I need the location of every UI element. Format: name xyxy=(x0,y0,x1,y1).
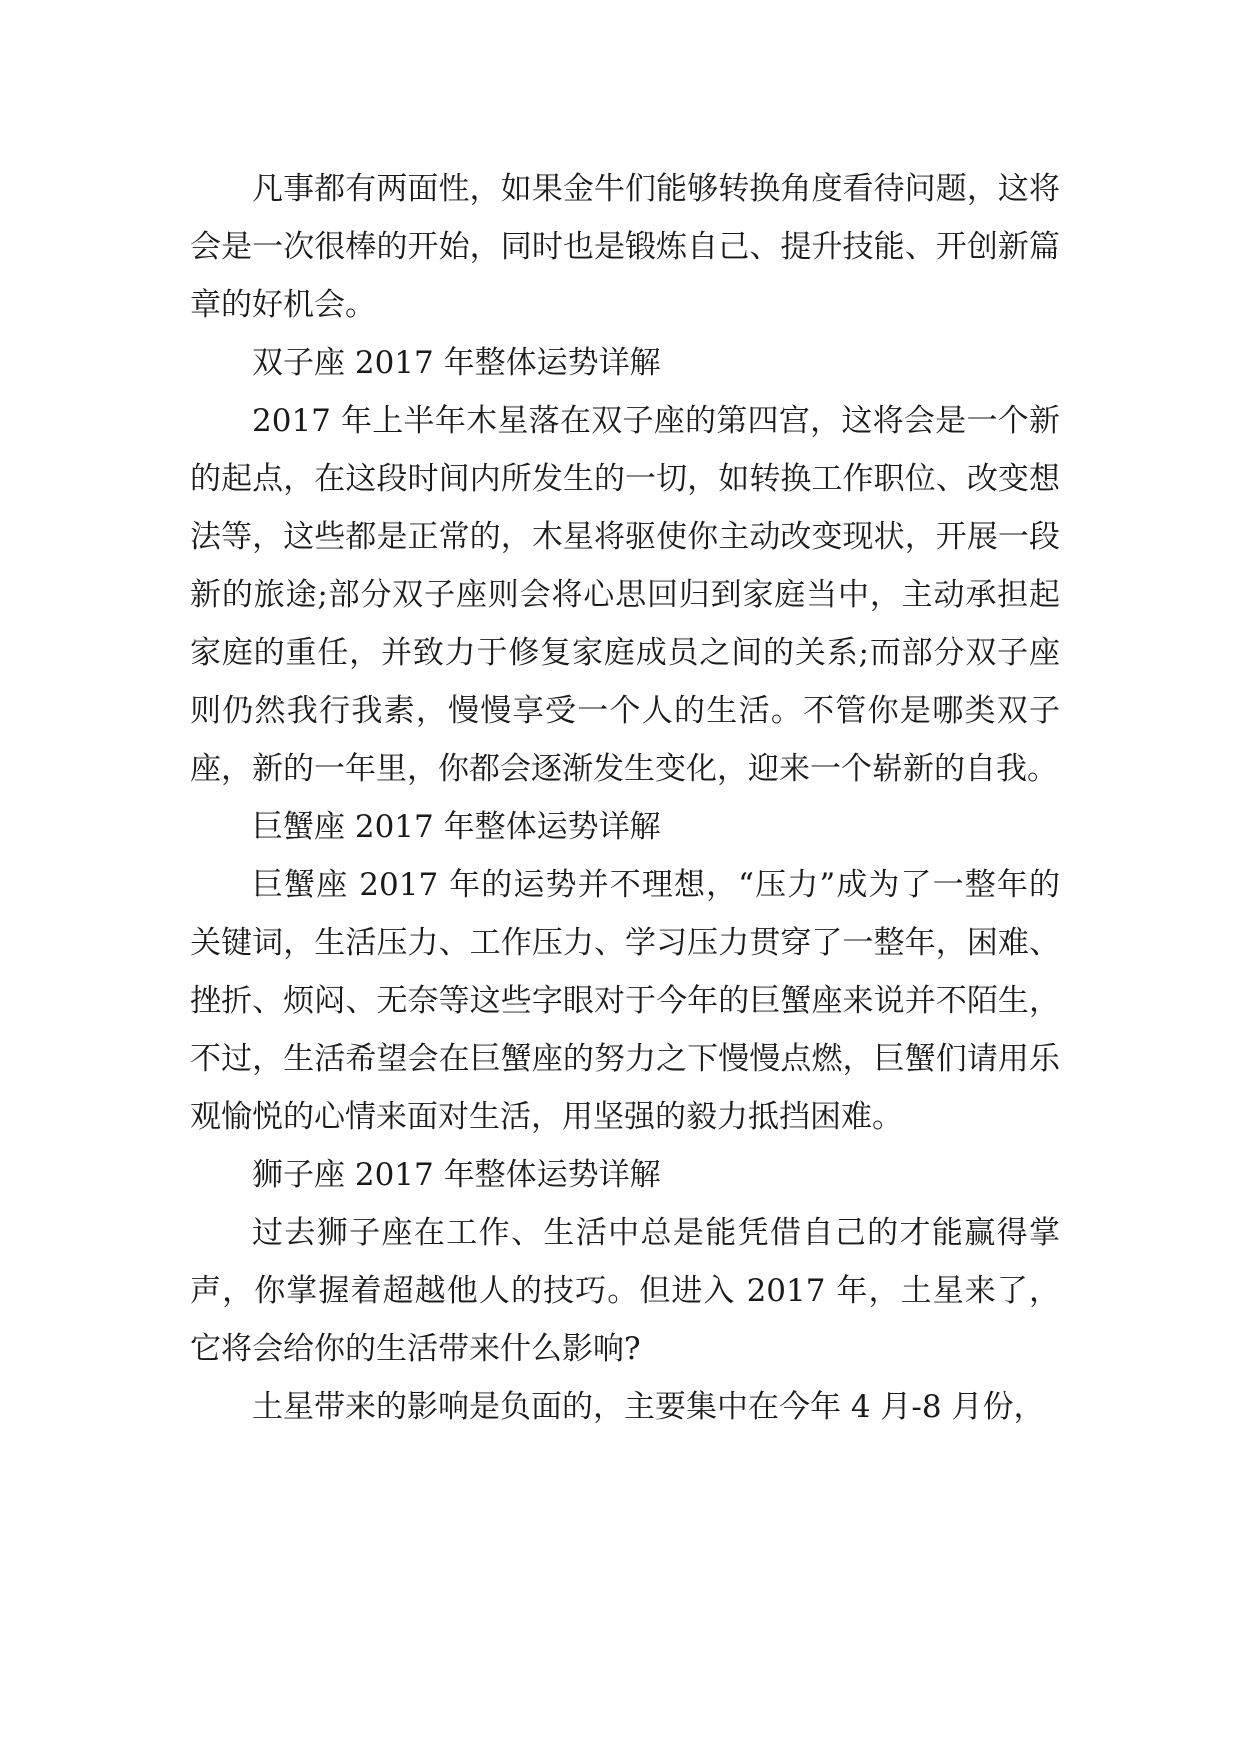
heading-cancer: 巨蟹座 2017 年整体运势详解 xyxy=(252,809,661,845)
heading-gemini: 双子座 2017 年整体运势详解 xyxy=(252,345,661,381)
paragraph-gemini: 2017 年上半年木星落在双子座的第四宫，这将会是一个新的起点，在这段时间内所发生的一切，如转换工作职位、改变想法等，这些都是正常的，木星将驱使你主动改变现状，开展一段新的旅途;部分双子座则会将心思回归到家庭当中，主动承担起家庭的重任，并致力于修复家庭成员之间的关系;而部分双子座则仍然我行我素，慢慢享受一个人的生活。不管你是哪类双子座，新的一年里，你都会逐渐发生变化，迎来一个崭新的自我。 xyxy=(190,403,1060,787)
heading-leo: 狮子座 2017 年整体运势详解 xyxy=(252,1157,661,1193)
paragraph-taurus-conclusion: 凡事都有两面性，如果金牛们能够转换角度看待问题，这将会是一次很棒的开始，同时也是锻炼自己、提升技能、开创新篇章的好机会。 xyxy=(190,171,1060,323)
document-body xyxy=(190,160,1060,1436)
paragraph-leo-saturn: 土星带来的影响是负面的，主要集中在今年 4 月-8 月份， xyxy=(252,1389,1045,1425)
paragraph-cancer: 巨蟹座 2017 年的运势并不理想，“压力”成为了一整年的关键词，生活压力、工作压力、学习压力贯穿了一整年，困难、挫折、烦闷、无奈等这些字眼对于今年的巨蟹座来说并不陌生，不过，生活希望会在巨蟹座的努力之下慢慢点燃，巨蟹们请用乐观愉悦的心情来面对生活，用坚强的毅力抵挡困难。 xyxy=(190,867,1060,1135)
paragraph-leo-intro: 过去狮子座在工作、生活中总是能凭借自己的才能赢得掌声，你掌握着超越他人的技巧。但进入 2017 年，土星来了，它将会给你的生活带来什么影响? xyxy=(190,1215,1060,1367)
